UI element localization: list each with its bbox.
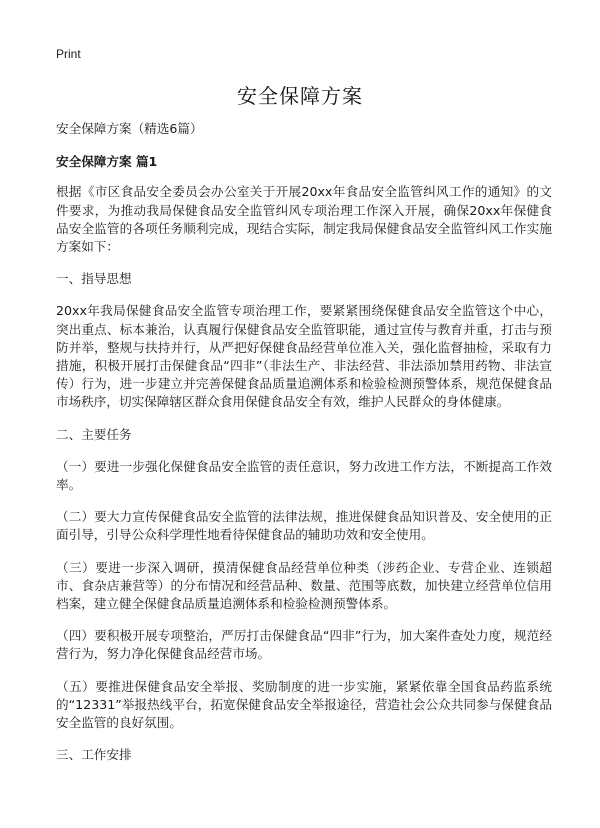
document-subtitle: 安全保障方案（精选6篇） [56, 121, 203, 136]
section-title: 安全保障方案 篇1 [56, 154, 158, 170]
page-title: 安全保障方案 [237, 84, 363, 108]
intro-paragraph: 根据《市区食品安全委员会办公室关于开展20xx年食品安全监管纠风工作的通知》的文件要求，为推动我局保健食品安全监管纠风专项治理工作深入开展，确保20xx年保健食品安全监管的各项任务顺利完成，现结合实际，制定我局保健食品安全监管纠风工作实施方案如下： [56, 184, 552, 255]
heading-main-tasks: 二、主要任务 [56, 426, 132, 442]
document-body [56, 120, 552, 778]
print-link[interactable]: Print [56, 47, 81, 61]
task-item: （三）要进一步深入调研，摸清保健食品经营单位种类（涉药企业、专营企业、连锁超市、食杂店兼营等）的分布情况和经营品种、数量、范围等底数，加快建立经营单位信用档案，建立健全保健食品质量追溯体系和检验检测预警体系。 [56, 559, 552, 612]
guiding-paragraph: 20xx年我局保健食品安全监管专项治理工作，要紧紧围绕保健食品安全监管这个中心，突出重点、标本兼治，认真履行保健食品安全监管职能，通过宣传与教育并重，打击与预防并举，整规与扶持并行，从严把好保健食品经营单位准入关，强化监督抽检，采取有力措施，积极开展打击保健食品“四非”（非法生产、非法经营、非法添加禁用药物、非法宣传）行为，进一步建立并完善保健食品质量追溯体系和检验检测预警体系，规范保健食品市场秩序，切实保障辖区群众食用保健食品安全有效，维护人民群众的身体健康。 [56, 303, 552, 410]
task-item: （五）要推进保健食品安全举报、奖励制度的进一步实施，紧紧依靠全国食品药监系统的“12331”举报热线平台，拓宽保健食品安全举报途径，营造社会公众共同参与保健食品安全监管的良好氛围。 [56, 678, 552, 731]
task-item: （二）要大力宣传保健食品安全监管的法律法规，推进保健食品知识普及、安全使用的正面引导，引导公众科学理性地看待保健食品的辅助功效和安全使用。 [56, 509, 552, 543]
task-item: （一）要进一步强化保健食品安全监管的责任意识，努力改进工作方法，不断提高工作效率。 [56, 458, 552, 493]
heading-guiding-ideology: 一、指导思想 [56, 271, 132, 287]
task-item: （四）要积极开展专项整治，严厉打击保健食品“四非”行为，加大案件查处力度，规范经营行为，努力净化保健食品经营市场。 [56, 628, 552, 662]
heading-work-arrangement: 三、工作安排 [56, 747, 132, 763]
